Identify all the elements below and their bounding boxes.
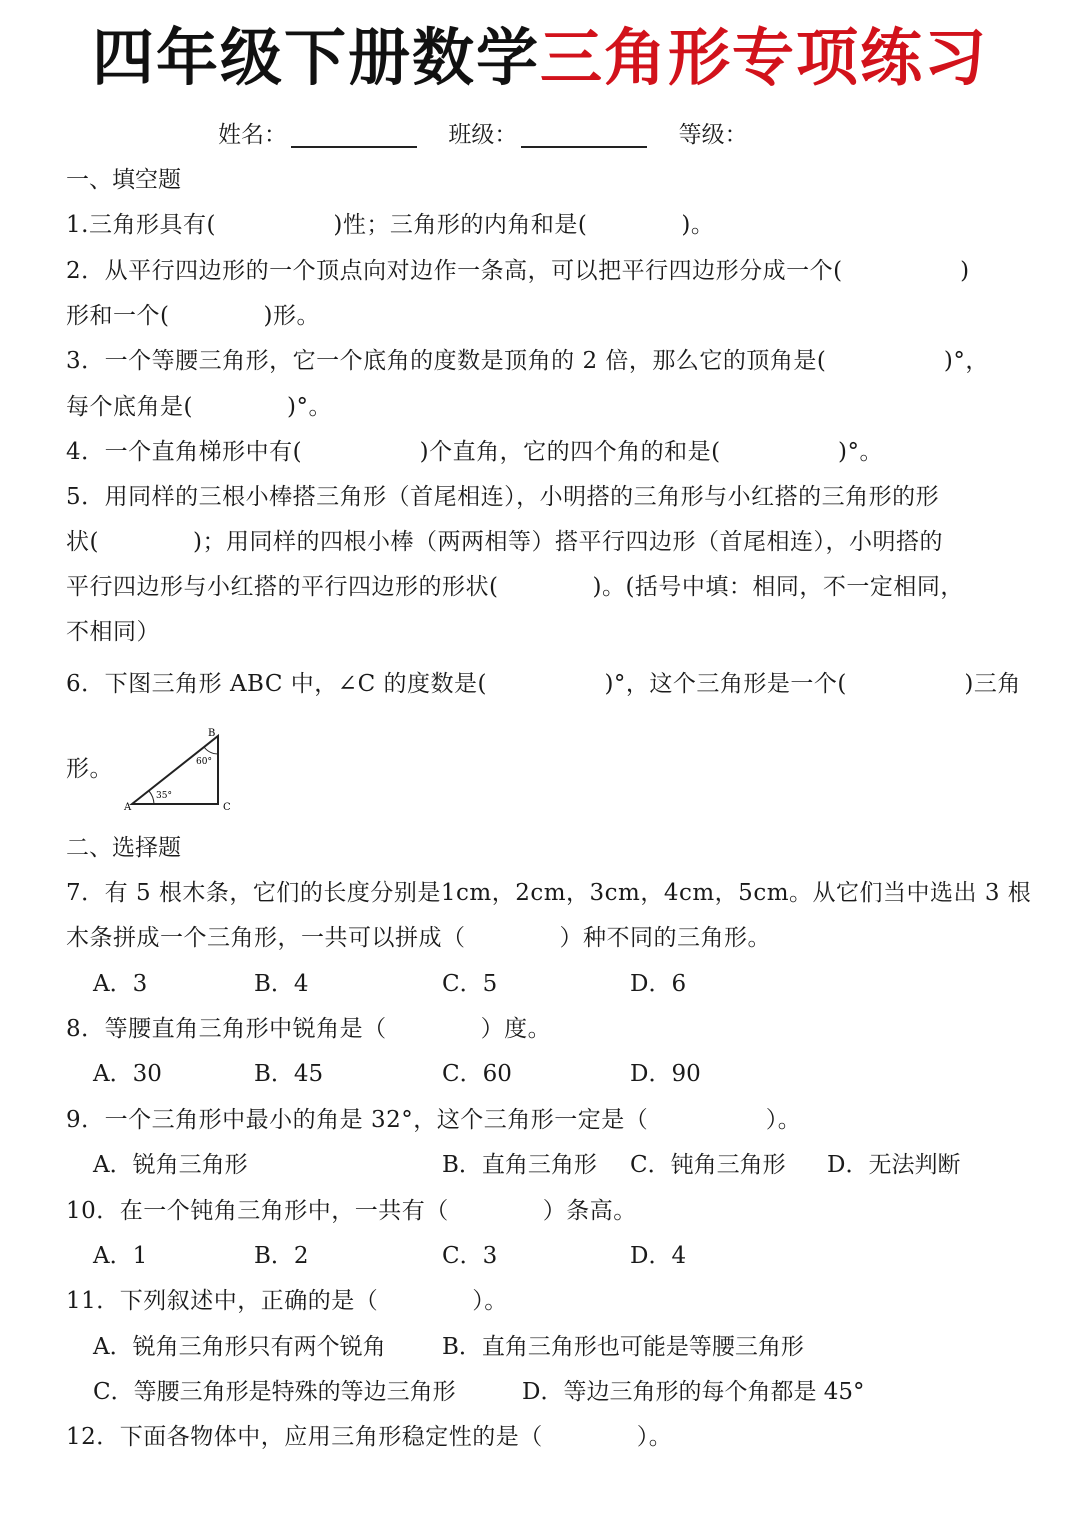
student-info-row: [218, 118, 748, 152]
option-c[interactable]: C．等腰三角形是特殊的等边三角形: [93, 1379, 456, 1405]
question-1: 1.三角形具有( )性；三角形的内角和是( )。: [66, 212, 715, 238]
question-2-line-2: 形和一个( )形。: [66, 303, 320, 329]
triangle-shape: [132, 736, 218, 804]
question-5-line-4: 不相同）: [66, 619, 160, 645]
option-d[interactable]: D．6: [630, 971, 687, 997]
angle-b-label: 60°: [196, 757, 212, 767]
option-d[interactable]: D．4: [630, 1243, 687, 1269]
option-a[interactable]: A．1: [93, 1243, 148, 1269]
angle-b-arc: [204, 747, 218, 754]
option-c[interactable]: C．60: [442, 1061, 512, 1087]
angle-a-arc: [149, 791, 154, 804]
option-a[interactable]: A．30: [93, 1061, 162, 1087]
question-9: 9．一个三角形中最小的角是 32°，这个三角形一定是（ ）。: [66, 1107, 802, 1133]
option-a[interactable]: A．锐角三角形: [93, 1152, 248, 1178]
question-3-line-1: 3．一个等腰三角形，它一个底角的度数是顶角的 2 倍，那么它的顶角是( )°，: [66, 348, 989, 374]
question-4: 4．一个直角梯形中有( )个直角，它的四个角的和是( )°。: [66, 439, 884, 465]
option-b[interactable]: B．2: [254, 1243, 309, 1269]
section-choice-heading: 二、选择题: [66, 835, 181, 861]
question-8: 8．等腰直角三角形中锐角是（ ）度。: [66, 1016, 552, 1042]
name-label: 姓名：: [218, 122, 287, 148]
name-blank[interactable]: [291, 122, 417, 148]
angle-a-label: 35°: [156, 791, 172, 801]
triangle-abc-figure: [120, 726, 240, 818]
question-3-line-2: 每个底角是( )°。: [66, 394, 332, 420]
option-d[interactable]: D．90: [630, 1061, 701, 1087]
option-b[interactable]: B．45: [254, 1061, 324, 1087]
option-c[interactable]: C．钝角三角形: [630, 1152, 786, 1178]
vertex-b-label: B: [208, 728, 216, 739]
grade-label: 等级：: [678, 122, 748, 148]
option-d[interactable]: D．无法判断: [827, 1152, 961, 1178]
class-blank[interactable]: [521, 122, 647, 148]
question-11: 11．下列叙述中，正确的是（ ）。: [66, 1288, 508, 1314]
vertex-a-label: A: [124, 802, 132, 813]
option-b[interactable]: B．直角三角形也可能是等腰三角形: [442, 1334, 804, 1360]
option-c[interactable]: C．5: [442, 971, 498, 997]
question-2-line-1: 2．从平行四边形的一个顶点向对边作一条高，可以把平行四边形分成一个( ): [66, 258, 970, 284]
question-7-line-1: 7．有 5 根木条，它们的长度分别是1cm，2cm，3cm，4cm，5cm。从它们当中选出 3 根: [66, 880, 1032, 906]
question-5-line-2: 状( )；用同样的四根小棒（两两相等）搭平行四边形（首尾相连），小明搭的: [66, 529, 943, 555]
question-5-line-1: 5．用同样的三根小棒搭三角形（首尾相连），小明搭的三角形与小红搭的三角形的形: [66, 484, 940, 510]
option-c[interactable]: C．3: [442, 1243, 498, 1269]
question-5-line-3: 平行四边形与小红搭的平行四边形的形状( )。(括号中填：相同，不一定相同，: [66, 574, 964, 600]
vertex-c-label: C: [223, 802, 231, 813]
option-b[interactable]: B．直角三角形: [442, 1152, 597, 1178]
class-label: 班级：: [448, 122, 518, 148]
question-6-line-1: 6．下图三角形 ABC 中，∠C 的度数是( )°，这个三角形是一个( )三角: [66, 671, 1021, 697]
section-fill-heading: 一、填空题: [66, 167, 181, 193]
option-a[interactable]: A．3: [93, 971, 148, 997]
title-part2: 三角形专项练习: [540, 21, 989, 94]
option-a[interactable]: A．锐角三角形只有两个锐角: [93, 1334, 386, 1360]
question-12: 12．下面各物体中，应用三角形稳定性的是（ ）。: [66, 1424, 673, 1450]
title-part1: 四年级下册数学: [91, 21, 540, 94]
page-title: [0, 18, 1080, 98]
question-10: 10．在一个钝角三角形中，一共有（ ）条高。: [66, 1198, 637, 1224]
question-7-line-2: 木条拼成一个三角形，一共可以拼成（ ）种不同的三角形。: [66, 925, 771, 951]
option-b[interactable]: B．4: [254, 971, 309, 997]
question-6-line-2: 形。: [66, 756, 113, 782]
option-d[interactable]: D．等边三角形的每个角都是 45°: [522, 1379, 865, 1405]
